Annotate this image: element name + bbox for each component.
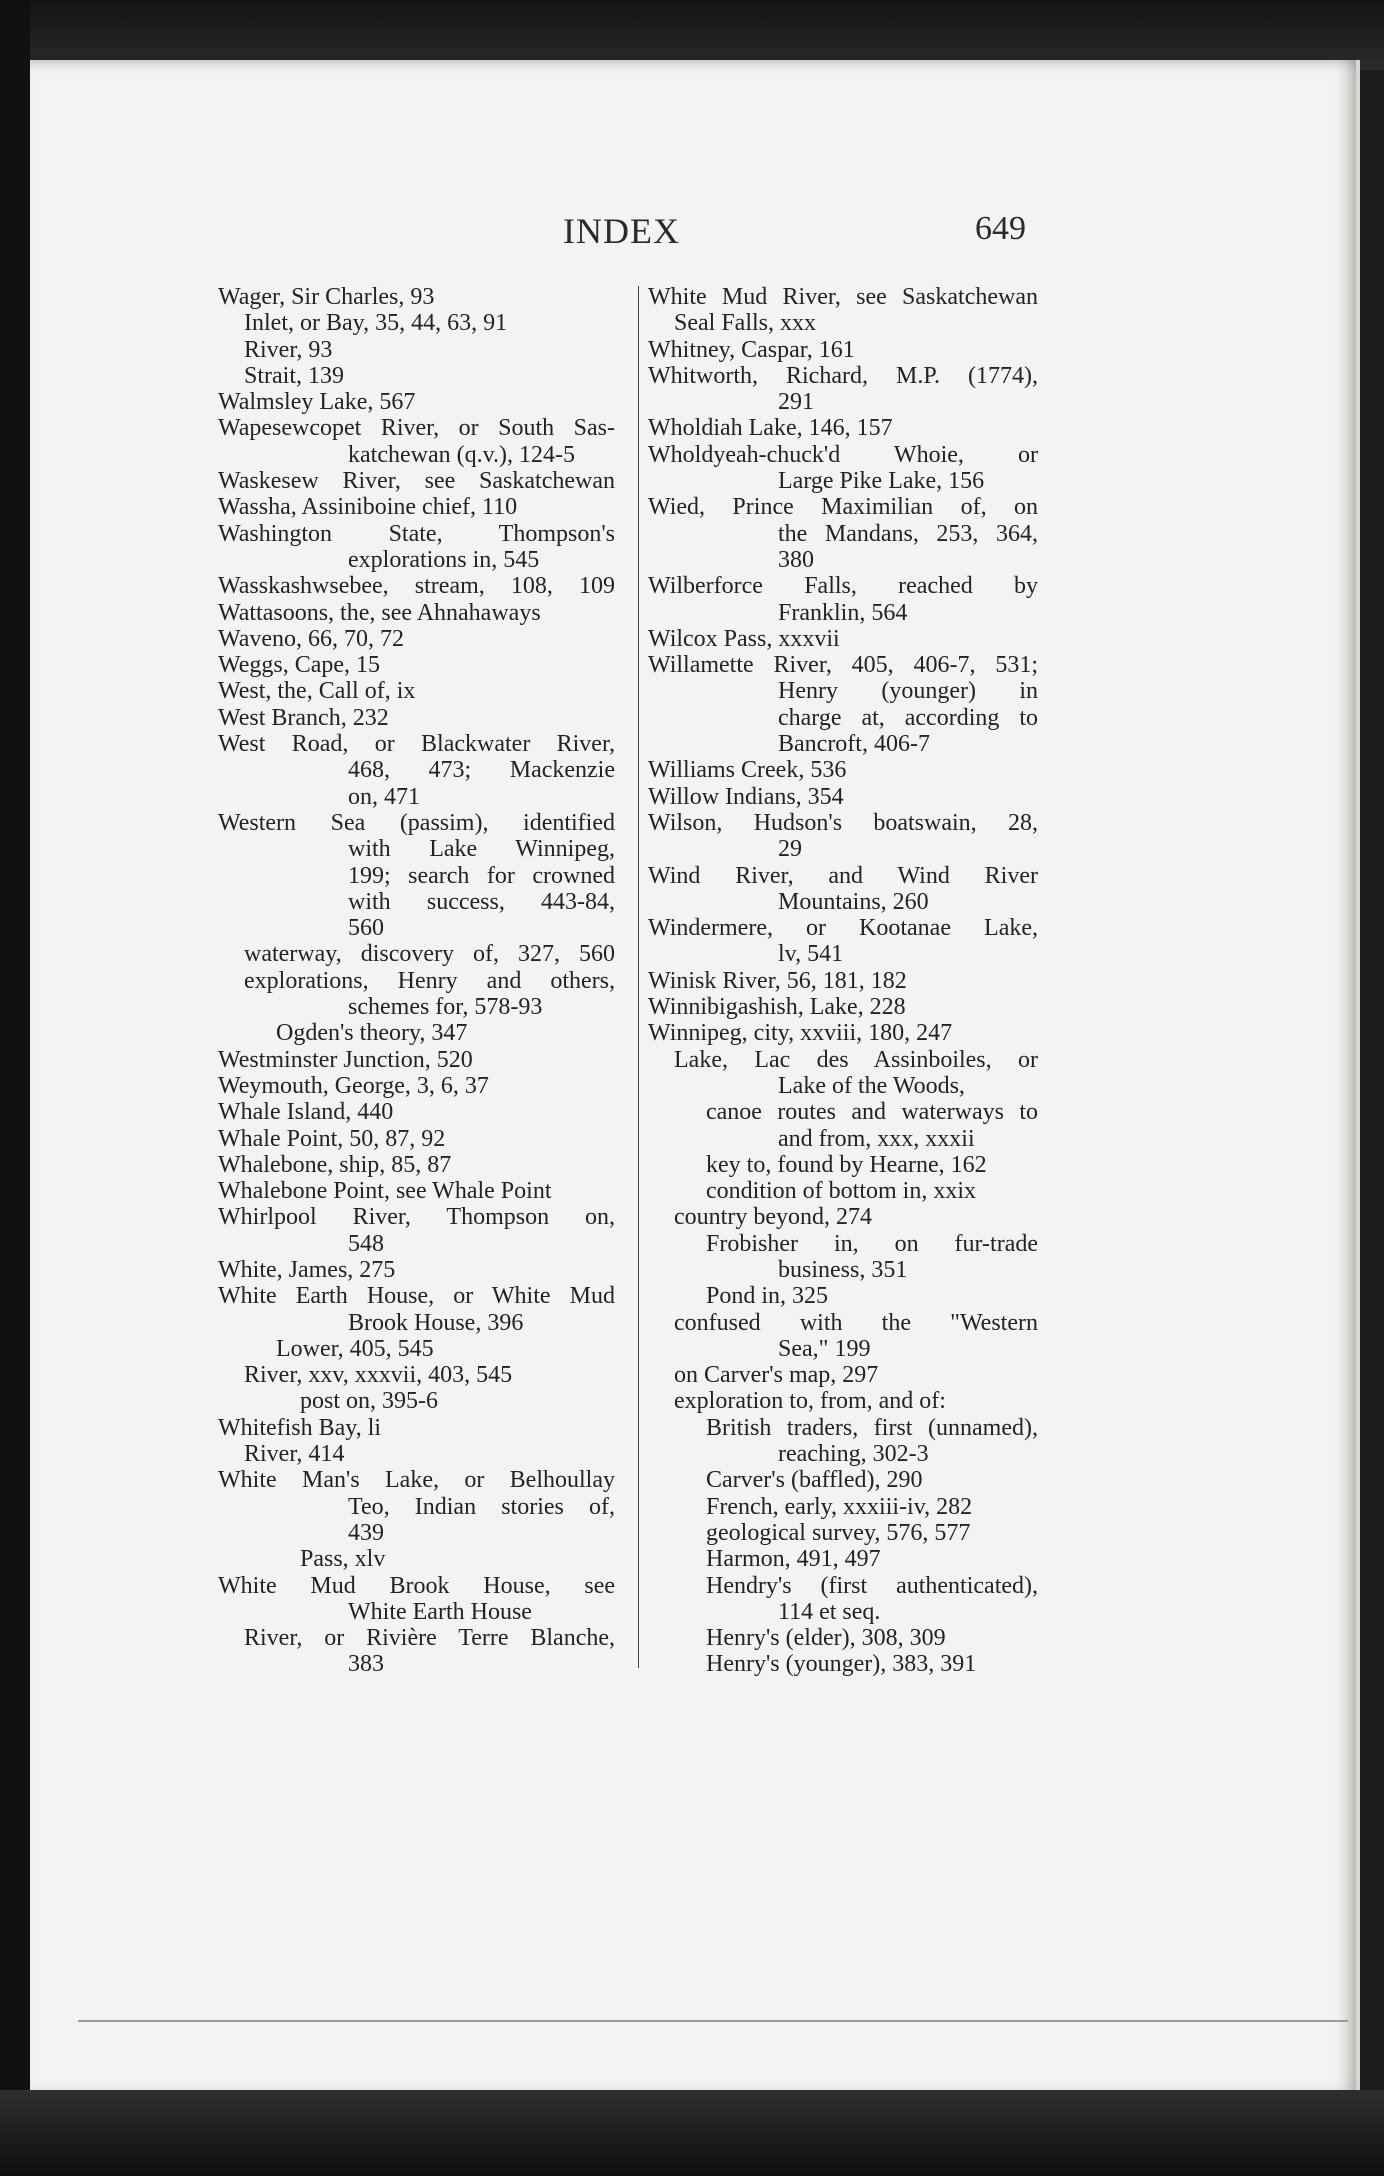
page-edge-line bbox=[78, 2020, 1348, 2022]
index-subentry: Hendry's (first authenticated), bbox=[706, 1572, 1038, 1599]
index-column-left bbox=[218, 284, 615, 1678]
index-continuation: schemes for, 578-93 bbox=[348, 994, 543, 1021]
index-entry: Wilson, Hudson's boatswain, 28, bbox=[648, 809, 1038, 836]
index-continuation: 199; search for crowned bbox=[348, 862, 615, 889]
index-entry: Wind River, and Wind River bbox=[648, 862, 1038, 889]
index-entry: West Road, or Blackwater River, bbox=[218, 731, 615, 758]
index-subentry: River, xxv, xxxvii, 403, 545 bbox=[244, 1362, 513, 1389]
index-subentry: Strait, 139 bbox=[244, 362, 344, 389]
index-entry: White Earth House, or White Mud bbox=[218, 1283, 615, 1310]
index-entry: Wilcox Pass, xxxvii bbox=[648, 625, 840, 652]
index-entry: White Mud River, see Saskatchewan bbox=[648, 284, 1038, 310]
scan-bottom-margin bbox=[0, 2090, 1384, 2176]
index-continuation: 380 bbox=[778, 546, 814, 573]
index-subentry: condition of bottom in, xxix bbox=[706, 1178, 976, 1205]
index-entry: Waveno, 66, 70, 72 bbox=[218, 625, 405, 652]
index-continuation: reaching, 302-3 bbox=[778, 1441, 929, 1468]
index-subentry: Frobisher in, on fur-trade bbox=[706, 1230, 1038, 1257]
index-entry: Whale Island, 440 bbox=[218, 1099, 394, 1126]
index-entry: Whitefish Bay, li bbox=[218, 1414, 382, 1441]
index-continuation: Henry (younger) in bbox=[778, 678, 1038, 705]
index-entry: Wassha, Assiniboine chief, 110 bbox=[218, 494, 518, 521]
column-divider bbox=[638, 286, 639, 1668]
index-entry: West, the, Call of, ix bbox=[218, 678, 416, 705]
index-subentry: Lower, 405, 545 bbox=[276, 1335, 434, 1362]
index-subentry: Carver's (baffled), 290 bbox=[706, 1467, 923, 1494]
index-entry: Walmsley Lake, 567 bbox=[218, 389, 416, 416]
index-entry: Willow Indians, 354 bbox=[648, 783, 844, 810]
index-entry: Whalebone Point, see Whale Point bbox=[218, 1178, 552, 1205]
index-entry: Winisk River, 56, 181, 182 bbox=[648, 967, 907, 994]
index-subentry: post on, 395-6 bbox=[300, 1388, 438, 1415]
index-continuation: 468, 473; Mackenzie bbox=[348, 757, 615, 784]
index-continuation: 291 bbox=[778, 389, 814, 416]
index-subentry: Seal Falls, xxx bbox=[674, 310, 816, 337]
index-subentry: confused with the "Western bbox=[674, 1309, 1038, 1336]
index-subentry: Ogden's theory, 347 bbox=[276, 1020, 468, 1047]
index-continuation: 560 bbox=[348, 915, 384, 942]
index-continuation: Lake of the Woods, bbox=[778, 1072, 965, 1099]
index-subentry: explorations, Henry and others, bbox=[244, 967, 615, 994]
index-continuation: 548 bbox=[348, 1230, 384, 1257]
index-continuation: 114 et seq. bbox=[778, 1598, 881, 1625]
index-continuation: lv, 541 bbox=[778, 941, 844, 968]
index-continuation: business, 351 bbox=[778, 1256, 908, 1283]
index-entry: Wholdyeah-chuck'd Whoie, or bbox=[648, 441, 1038, 468]
index-entry: Wattasoons, the, see Ahnahaways bbox=[218, 599, 541, 626]
index-continuation: with Lake Winnipeg, bbox=[348, 836, 615, 863]
index-continuation: White Earth House bbox=[348, 1598, 532, 1625]
index-continuation: Teo, Indian stories of, bbox=[348, 1493, 615, 1520]
index-subentry: Lake, Lac des Assinboiles, or bbox=[674, 1046, 1038, 1073]
index-entry: Whirlpool River, Thompson on, bbox=[218, 1204, 615, 1231]
index-entry: Weggs, Cape, 15 bbox=[218, 652, 381, 679]
index-subentry: on Carver's map, 297 bbox=[674, 1362, 879, 1389]
index-continuation: on, 471 bbox=[348, 783, 420, 810]
index-entry: Wied, Prince Maximilian of, on bbox=[648, 494, 1038, 521]
index-entry: Whale Point, 50, 87, 92 bbox=[218, 1125, 446, 1152]
index-entry: Wapesewcopet River, or South Sas- bbox=[218, 415, 615, 442]
index-entry: Western Sea (passim), identified bbox=[218, 809, 615, 836]
index-subentry: geological survey, 576, 577 bbox=[706, 1519, 971, 1546]
index-entry: Wasskashwsebee, stream, 108, 109 bbox=[218, 573, 615, 600]
scan-left-margin bbox=[0, 0, 30, 2176]
page-title: INDEX bbox=[563, 211, 680, 251]
index-subentry: Henry's (elder), 308, 309 bbox=[706, 1625, 946, 1652]
index-continuation: 383 bbox=[348, 1651, 384, 1678]
index-continuation: with success, 443-84, bbox=[348, 888, 615, 915]
index-entry: Winnibigashish, Lake, 228 bbox=[648, 994, 906, 1021]
index-continuation: katchewan (q.v.), 124-5 bbox=[348, 441, 576, 468]
index-entry: Wilberforce Falls, reached by bbox=[648, 573, 1038, 600]
index-entry: Winnipeg, city, xxviii, 180, 247 bbox=[648, 1020, 953, 1047]
index-subentry: River, 414 bbox=[244, 1441, 345, 1468]
index-entry: Wholdiah Lake, 146, 157 bbox=[648, 415, 893, 442]
index-continuation: Franklin, 564 bbox=[778, 599, 908, 626]
index-subentry: French, early, xxxiii-iv, 282 bbox=[706, 1493, 973, 1520]
index-continuation: Bancroft, 406-7 bbox=[778, 731, 930, 758]
index-subentry: Henry's (younger), 383, 391 bbox=[706, 1651, 977, 1678]
index-subentry: Harmon, 491, 497 bbox=[706, 1546, 881, 1573]
index-subentry: Pond in, 325 bbox=[706, 1283, 829, 1310]
index-subentry: country beyond, 274 bbox=[674, 1204, 872, 1231]
index-continuation: Brook House, 396 bbox=[348, 1309, 524, 1336]
index-continuation: 29 bbox=[778, 836, 802, 863]
index-entry: Windermere, or Kootanae Lake, bbox=[648, 915, 1038, 942]
index-continuation: and from, xxx, xxxii bbox=[778, 1125, 975, 1152]
index-entry: Whitney, Caspar, 161 bbox=[648, 336, 855, 363]
index-entry: White, James, 275 bbox=[218, 1256, 396, 1283]
index-entry: Westminster Junction, 520 bbox=[218, 1046, 473, 1073]
index-entry: Whalebone, ship, 85, 87 bbox=[218, 1151, 452, 1178]
index-continuation: explorations in, 545 bbox=[348, 546, 540, 573]
index-column-right bbox=[648, 284, 1038, 1678]
index-entry: Whitworth, Richard, M.P. (1774), bbox=[648, 362, 1038, 389]
index-subentry: exploration to, from, and of: bbox=[674, 1388, 946, 1415]
page-number: 649 bbox=[975, 210, 1026, 247]
index-subentry: Inlet, or Bay, 35, 44, 63, 91 bbox=[244, 310, 508, 337]
index-subentry: River, 93 bbox=[244, 336, 333, 363]
index-subentry: canoe routes and waterways to bbox=[706, 1099, 1038, 1126]
index-entry: West Branch, 232 bbox=[218, 704, 389, 731]
index-continuation: the Mandans, 253, 364, bbox=[778, 520, 1038, 547]
index-entry: White Mud Brook House, see bbox=[218, 1572, 615, 1599]
index-continuation: 439 bbox=[348, 1519, 384, 1546]
index-entry: Wager, Sir Charles, 93 bbox=[218, 284, 435, 310]
index-continuation: Mountains, 260 bbox=[778, 888, 929, 915]
index-subentry: key to, found by Hearne, 162 bbox=[706, 1151, 987, 1178]
index-continuation: Sea," 199 bbox=[778, 1335, 871, 1362]
index-entry: Weymouth, George, 3, 6, 37 bbox=[218, 1072, 489, 1099]
index-continuation: charge at, according to bbox=[778, 704, 1038, 731]
index-entry: White Man's Lake, or Belhoullay bbox=[218, 1467, 615, 1494]
index-entry: Willamette River, 405, 406-7, 531; bbox=[648, 652, 1038, 679]
index-entry: Washington State, Thompson's bbox=[218, 520, 615, 547]
index-subentry: British traders, first (unnamed), bbox=[706, 1414, 1038, 1441]
index-subentry: waterway, discovery of, 327, 560 bbox=[244, 941, 615, 968]
index-continuation: Large Pike Lake, 156 bbox=[778, 468, 985, 495]
index-subentry: River, or Rivière Terre Blanche, bbox=[244, 1625, 615, 1652]
index-entry: Waskesew River, see Saskatchewan bbox=[218, 468, 615, 495]
index-entry: Williams Creek, 536 bbox=[648, 757, 847, 784]
index-subentry: Pass, xlv bbox=[300, 1546, 386, 1573]
